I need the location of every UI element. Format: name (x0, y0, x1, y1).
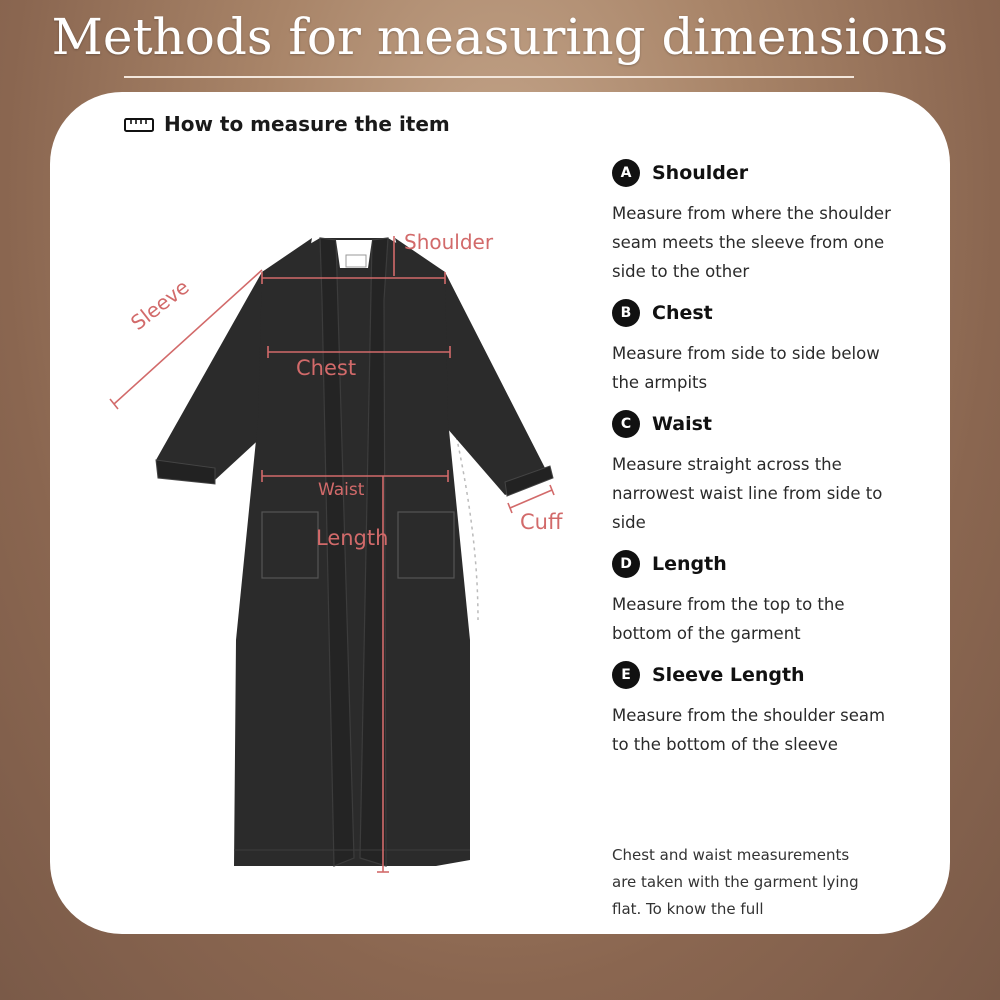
label-waist: Waist (318, 480, 365, 500)
step-chest (612, 300, 902, 397)
step-title: Sleeve Length (652, 664, 805, 686)
measurement-steps (612, 160, 902, 773)
step-description: Measure from side to side below the armpits (612, 344, 880, 392)
label-sleeve: Sleeve (126, 274, 194, 335)
step-title: Length (652, 553, 727, 575)
step-title: Waist (652, 413, 713, 435)
step-title: Shoulder (652, 162, 749, 184)
badge-a: A (612, 159, 640, 187)
badge-e: E (612, 661, 640, 689)
badge-b: B (612, 299, 640, 327)
card-heading-text: How to measure the item (164, 112, 450, 136)
page-title: Methods for measuring dimensions (51, 8, 949, 66)
label-shoulder: Shoulder (404, 230, 494, 254)
step-waist (612, 411, 902, 537)
step-description: Measure from the top to the bottom of the garment (612, 595, 845, 643)
badge-c: C (612, 410, 640, 438)
step-length (612, 551, 902, 648)
step-title: Chest (652, 302, 713, 324)
step-shoulder (612, 160, 902, 286)
badge-d: D (612, 550, 640, 578)
step-sleeve-length (612, 662, 902, 759)
label-chest: Chest (296, 356, 357, 380)
step-description: Measure straight across the narrowest waist line from side to side (612, 455, 883, 532)
label-cuff: Cuff (520, 510, 563, 534)
step-description: Measure from where the shoulder seam meets the sleeve from one side to the other (612, 204, 891, 281)
step-description: Measure from the shoulder seam to the bottom of the sleeve (612, 706, 886, 754)
label-length: Length (316, 526, 389, 550)
measurement-note: Chest and waist measurements are taken with the garment lying flat. To know the full (612, 846, 859, 918)
